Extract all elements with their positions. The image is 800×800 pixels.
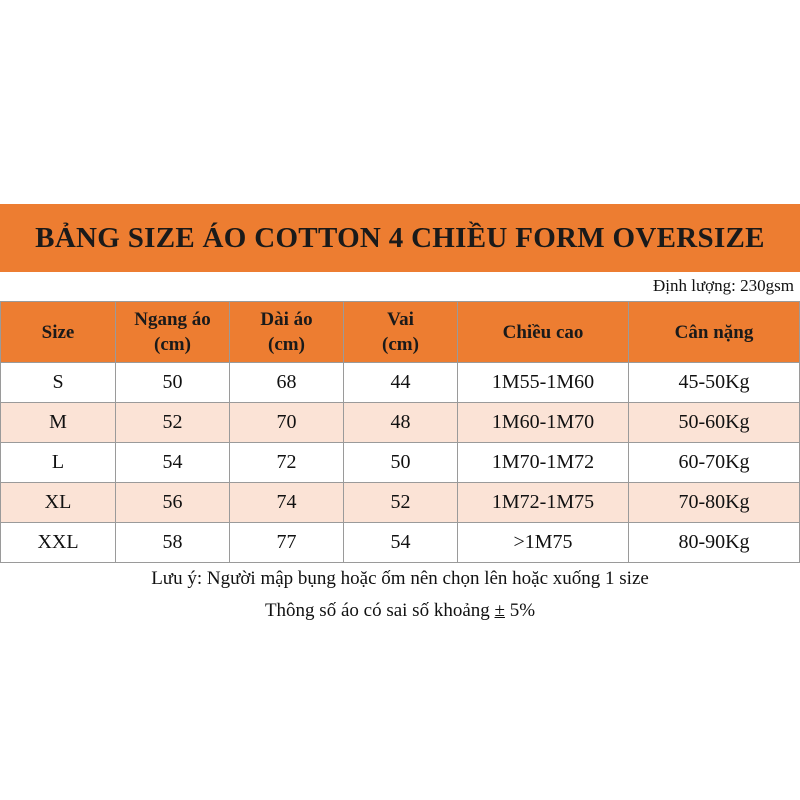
cell-length: 70: [230, 403, 344, 443]
cell-height: >1M75: [458, 523, 629, 563]
cell-length: 77: [230, 523, 344, 563]
table-row: [1, 363, 800, 403]
cell-shoulder: 52: [344, 483, 458, 523]
table-header-row: [1, 302, 800, 363]
header-length: Dài áo (cm): [230, 302, 344, 363]
size-table: [0, 301, 800, 563]
cell-weight: 60-70Kg: [629, 443, 800, 483]
cell-width: 58: [116, 523, 230, 563]
cell-width: 56: [116, 483, 230, 523]
footer-note: Lưu ý: Người mập bụng hoặc ốm nên chọn lên hoặc xuống 1 size: [151, 568, 649, 589]
cell-length: 72: [230, 443, 344, 483]
footer-tolerance: [0, 600, 800, 622]
title-banner: [0, 204, 800, 272]
cell-weight: 70-80Kg: [629, 483, 800, 523]
header-weight: Cân nặng: [629, 302, 800, 363]
cell-length: 68: [230, 363, 344, 403]
tolerance-prefix: Thông số áo có sai số khoảng: [264, 600, 495, 621]
cell-weight: 80-90Kg: [629, 523, 800, 563]
header-width: Ngang áo (cm): [116, 302, 230, 363]
cell-height: 1M60-1M70: [458, 403, 629, 443]
cell-size: XL: [1, 483, 116, 523]
cell-size: XXL: [1, 523, 116, 563]
tolerance-suffix: 5%: [504, 600, 536, 621]
cell-width: 54: [116, 443, 230, 483]
cell-shoulder: 50: [344, 443, 458, 483]
table-row: [1, 483, 800, 523]
cell-height: 1M72-1M75: [458, 483, 629, 523]
page-title: BẢNG SIZE ÁO COTTON 4 CHIỀU FORM OVERSIZE: [35, 221, 765, 254]
cell-size: L: [1, 443, 116, 483]
table-row: [1, 523, 800, 563]
cell-shoulder: 44: [344, 363, 458, 403]
header-shoulder: Vai (cm): [344, 302, 458, 363]
cell-width: 50: [116, 363, 230, 403]
header-height: Chiều cao: [458, 302, 629, 363]
fabric-weight-note: Định lượng: 230gsm: [653, 276, 794, 295]
cell-size: S: [1, 363, 116, 403]
cell-weight: 50-60Kg: [629, 403, 800, 443]
header-size: Size: [1, 302, 116, 363]
cell-height: 1M70-1M72: [458, 443, 629, 483]
table-row: [1, 403, 800, 443]
cell-length: 74: [230, 483, 344, 523]
table-row: [1, 443, 800, 483]
cell-shoulder: 48: [344, 403, 458, 443]
plus-minus-symbol: ±: [494, 600, 505, 621]
cell-height: 1M55-1M60: [458, 363, 629, 403]
cell-size: M: [1, 403, 116, 443]
cell-width: 52: [116, 403, 230, 443]
cell-shoulder: 54: [344, 523, 458, 563]
cell-weight: 45-50Kg: [629, 363, 800, 403]
